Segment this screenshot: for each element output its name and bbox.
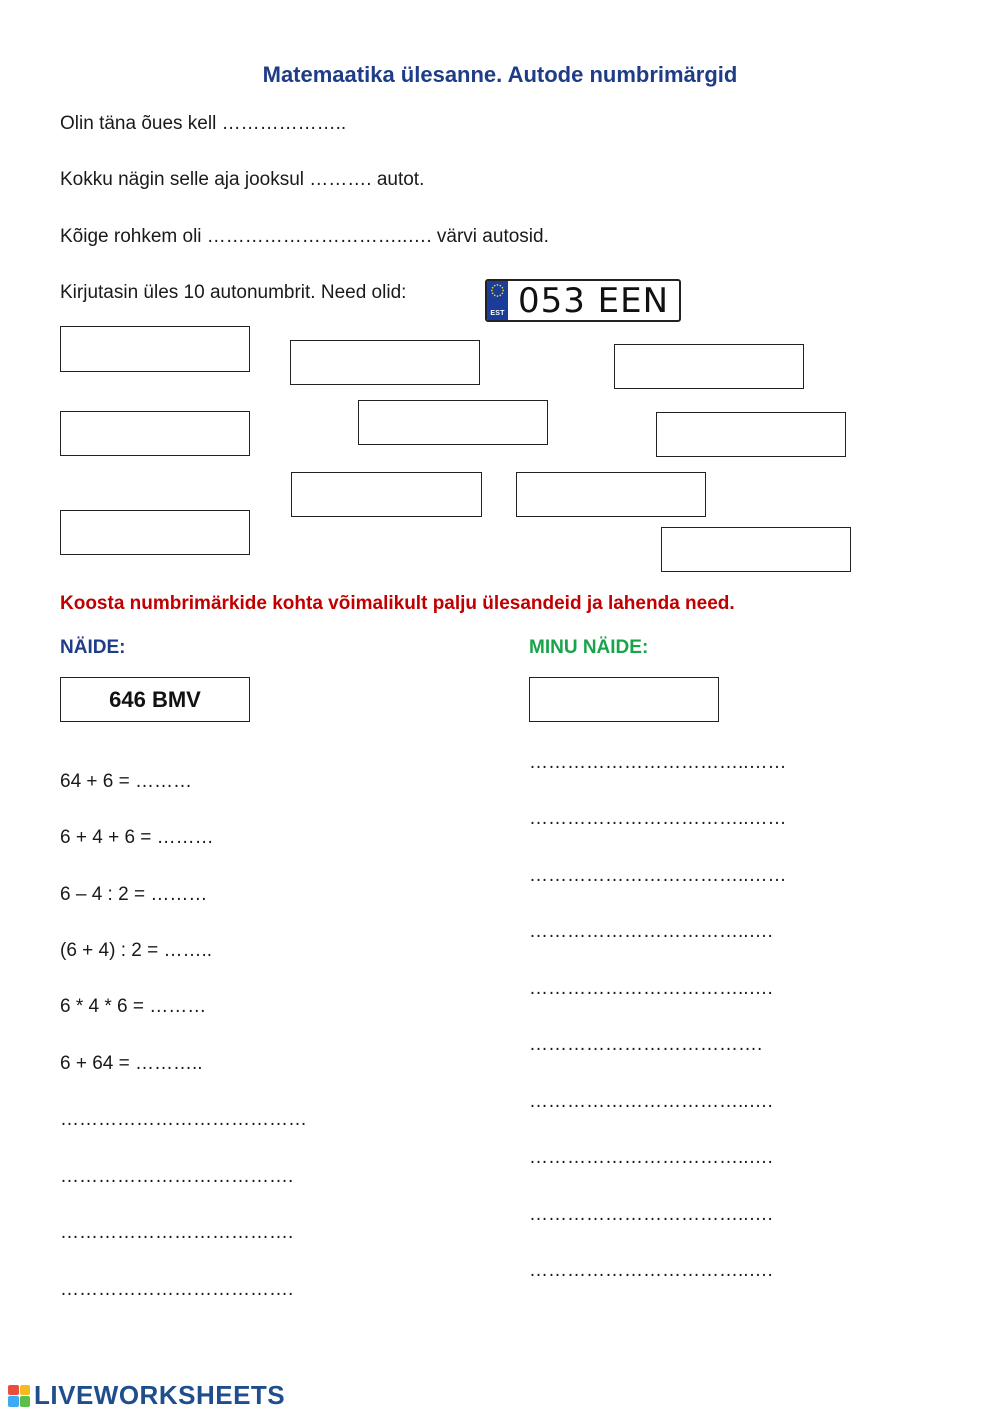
example-plate-box: 646 BMV [60,677,250,722]
plate-answer-box[interactable] [290,340,480,385]
plate-answer-box[interactable] [60,411,250,456]
plate-number: 053 EEN [517,280,670,321]
liveworksheets-mark-icon [8,1385,30,1407]
example-blank-line[interactable]: ………………………………. [60,1279,294,1300]
plate-answer-box[interactable] [614,344,804,389]
sample-license-plate [485,279,681,322]
example-blank-line[interactable]: ………………………………. [60,1166,294,1187]
my-example-line[interactable]: ……………………………..…… [529,808,787,829]
my-plate-input[interactable] [529,677,719,722]
example-equation: 6 – 4 : 2 = ……… [60,884,208,905]
example-blank-line[interactable]: ………………………………… [60,1109,307,1130]
page-title: Matemaatika ülesanne. Autode numbrimärgid [262,62,738,87]
car-count-question: Kokku nägin selle aja jooksul ………. autot. [60,169,425,190]
example-equation: (6 + 4) : 2 = …….. [60,940,213,961]
my-example-line[interactable]: ……………………………..…… [529,752,787,773]
plate-answer-box[interactable] [358,400,548,445]
plate-answer-box[interactable] [516,472,706,517]
liveworksheets-logo [8,1380,285,1411]
plate-answer-box[interactable] [291,472,482,517]
my-example-line[interactable]: ………………………………. [529,1034,763,1055]
my-example-line[interactable]: ……………………………..…. [529,978,773,999]
brand-name: LIVEWORKSHEETS [34,1380,286,1410]
plate-answer-box[interactable] [661,527,851,572]
my-example-line[interactable]: ……………………………..…… [529,865,787,886]
my-example-line[interactable]: ……………………………..…. [529,921,773,942]
my-example-line[interactable]: ……………………………..…. [529,1147,773,1168]
example-equation: 6 + 64 = ……….. [60,1053,203,1074]
plates-intro: Kirjutasin üles 10 autonumbrit. Need olid: [60,282,407,303]
plate-answer-box[interactable] [656,412,846,457]
color-question: Kõige rohkem oli …………………………..…. värvi autosid. [60,226,549,247]
example-heading: NÄIDE: [60,637,126,658]
plate-country-code: EST [490,310,505,317]
example-equation: 6 * 4 * 6 = ……… [60,996,207,1017]
example-equation: 6 + 4 + 6 = ……… [60,827,214,848]
my-example-line[interactable]: ……………………………..…. [529,1204,773,1225]
my-example-heading: MINU NÄIDE: [529,637,649,658]
plate-answer-box[interactable] [60,326,250,372]
my-example-line[interactable]: ……………………………..…. [529,1260,773,1281]
task-instruction: Koosta numbrimärkide kohta võimalikult palju ülesandeid ja lahenda need. [60,593,735,614]
example-equation: 64 + 6 = ……… [60,771,193,792]
example-blank-line[interactable]: ………………………………. [60,1222,294,1243]
plate-answer-box[interactable] [60,510,250,555]
eu-stars-icon [490,283,505,298]
eu-band [487,281,508,320]
my-example-line[interactable]: ……………………………..…. [529,1091,773,1112]
time-question: Olin täna õues kell ……………….. [60,113,347,134]
